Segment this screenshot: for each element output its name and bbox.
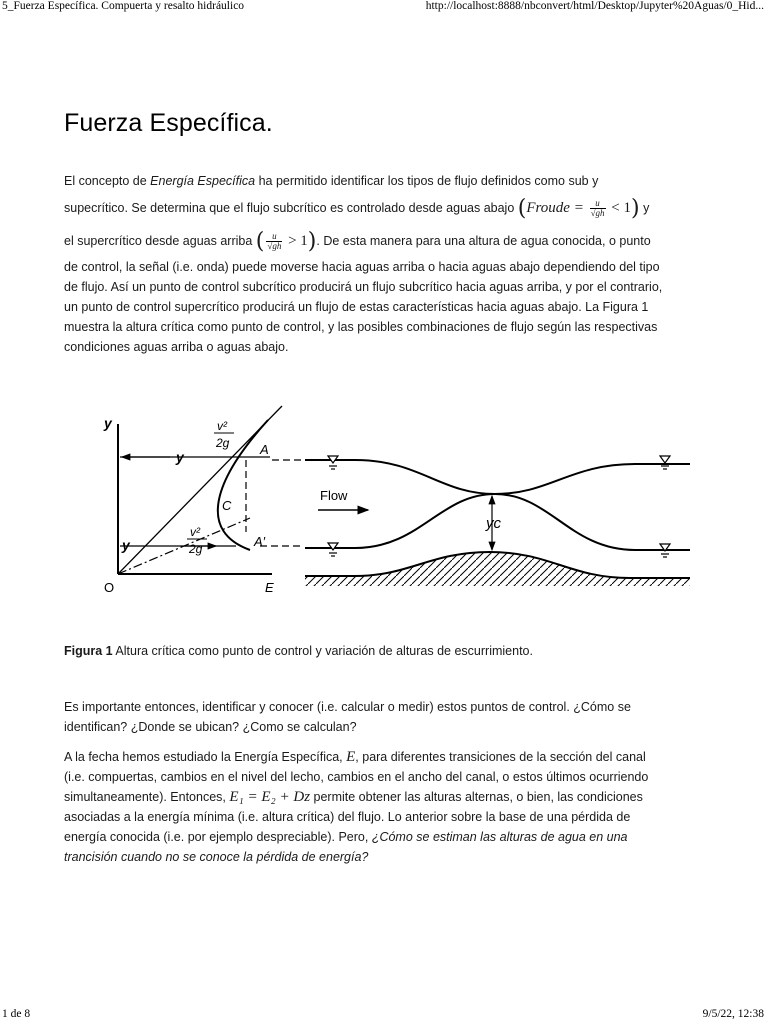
- text-line: (i.e. compuertas, cambios en el nivel del lecho, cambios en el ancho del canal, o estos últimos ocurriendo: [64, 770, 649, 784]
- math-text: > 1: [288, 233, 308, 249]
- text-line: Es importante entonces, identificar y conocer (i.e. calcular o medir) estos puntos de control. ¿Cómo se: [64, 700, 631, 714]
- text-line: condiciones aguas arriba o aguas abajo.: [64, 340, 289, 354]
- text: energía conocida (i.e. por ejemplo despreciable). Pero,: [64, 830, 372, 844]
- caption-text: Altura crítica como punto de control y variación de alturas de escurrimiento.: [112, 644, 533, 658]
- text-line: [64, 171, 714, 191]
- text: supecrítico. Se determina que el flujo subcrítico es controlado desde aguas abajo: [64, 201, 518, 215]
- y-label-upper: y: [176, 449, 184, 465]
- text-line: muestra la altura crítica como punto de control, y las posibles combinaciones de flujo según las respectivas: [64, 320, 658, 334]
- text-line: un punto de control supercrítico producirá un flujo de estas características hacia aguas abajo. La Figura 1: [64, 300, 649, 314]
- text-line: asociadas a la energía mínima (i.e. altura crítica) del flujo. Lo anterior sobre la base de una pérdida de: [64, 810, 631, 824]
- fraction: [266, 232, 282, 251]
- text: ha permitido identificar los tipos de flujo definidos como sub y: [255, 174, 599, 188]
- text: el supercrítico desde aguas arriba: [64, 234, 256, 248]
- math-text: E: [346, 749, 356, 765]
- text-line: identifican? ¿Donde se ubican? ¿Como se calculan?: [64, 720, 357, 734]
- text: , para diferentes transiciones de la sección del canal: [355, 750, 646, 764]
- flow-label: Flow: [320, 488, 348, 503]
- water-surface-icons: [328, 456, 670, 557]
- fraction-numerator: u: [590, 199, 606, 209]
- text: El concepto de: [64, 174, 151, 188]
- point-a-label: A: [260, 442, 269, 457]
- point-a-prime-label: A′: [254, 534, 266, 549]
- document-url[interactable]: http://localhost:8888/nbconvert/html/Desktop/Jupyter%20Aguas/0_Hid...: [425, 0, 764, 12]
- paragraph-intro: [64, 171, 714, 357]
- fraction-denominator: √gh: [267, 241, 282, 252]
- print-footer: [0, 1008, 768, 1024]
- text-line: [64, 847, 714, 867]
- emphasis-text: Energía Específica: [150, 174, 256, 188]
- emphasis-text: trancisión cuando no se conoce la pérdida de energía?: [64, 850, 369, 864]
- caption-label: Figura 1: [64, 644, 113, 658]
- page-title: Fuerza Específica.: [64, 109, 273, 137]
- text-line: [64, 827, 714, 847]
- text: . De esta manera para una altura de agua conocida, o punto: [316, 234, 651, 248]
- subcritical-surface: [305, 460, 690, 494]
- twog-label-lower: 2g: [189, 542, 203, 556]
- text: A la fecha hemos estudiado la Energía Específica,: [64, 750, 347, 764]
- print-header: [0, 0, 768, 16]
- text-line: de control, la señal (i.e. onda) puede moverse hacia aguas arriba o hacia aguas abajo dependiendo del tipo: [64, 260, 660, 274]
- emphasis-text: ¿Cómo se estiman las alturas de agua en una: [371, 830, 628, 844]
- text-line: [64, 191, 714, 225]
- paragraph-questions: [64, 697, 714, 737]
- bed-hatching: [305, 552, 690, 586]
- figure-caption: [64, 644, 533, 658]
- v2-label-upper: v²: [217, 419, 227, 433]
- critical-depth-label: yc: [486, 515, 501, 532]
- channel-profile-diagram: [260, 456, 690, 586]
- v2-label-lower: v²: [190, 525, 200, 539]
- text-line: [64, 225, 714, 257]
- energy-equation: E₁ = E₂ + Dz: [229, 789, 311, 805]
- y-label-lower: y: [122, 537, 130, 553]
- critical-depth-figure: [100, 400, 700, 600]
- fraction-numerator: u: [266, 232, 282, 242]
- y-axis-label: y: [104, 415, 112, 431]
- text: y: [639, 201, 650, 215]
- document-title: 5_Fuerza Específica. Compuerta y resalto hidráulico: [2, 0, 245, 12]
- text-line: [64, 787, 714, 807]
- text: permite obtener las alturas alternas, o bien, las condiciones: [310, 790, 643, 804]
- origin-label: O: [104, 580, 115, 595]
- specific-energy-diagram: [103, 406, 282, 595]
- fraction: [590, 199, 606, 218]
- point-c-label: C: [222, 498, 232, 513]
- math-text: Froude: [526, 200, 570, 216]
- twog-label-upper: 2g: [216, 436, 230, 450]
- paragraph-energy: [64, 747, 714, 867]
- text: simultaneamente). Entonces,: [64, 790, 230, 804]
- fraction-denominator: √gh: [590, 208, 605, 219]
- froude-formula-super: ( $\frac{u}{√gh}$ > 1): [255, 229, 317, 254]
- print-datetime: 9/5/22, 12:38: [702, 1008, 764, 1020]
- math-text: < 1: [611, 200, 631, 216]
- e-axis-label: E: [265, 580, 274, 595]
- froude-formula: (Froude = $\frac{u}{√gh}$ < 1): [517, 196, 640, 221]
- page-number: 1 de 8: [2, 1008, 31, 1020]
- text-line: [64, 747, 714, 767]
- text-line: de flujo. Así un punto de control subcrítico producirá un flujo subcrítico hacia aguas arriba, y por el contrario,: [64, 280, 663, 294]
